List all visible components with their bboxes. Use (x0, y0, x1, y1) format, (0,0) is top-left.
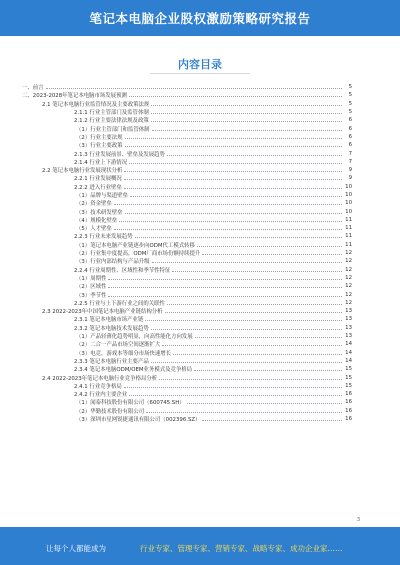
toc-entry-label: （1）行业主管部门和监管体制 (76, 126, 150, 133)
toc-entry-page: 9 (348, 167, 352, 174)
toc-entry-label: 2.2.2 进入行业壁垒 (74, 184, 122, 191)
toc-entry[interactable] (22, 108, 352, 116)
page-number: 3 (356, 517, 360, 523)
toc-leader-dots (194, 370, 342, 371)
toc-heading-divider (150, 73, 250, 74)
toc-entry-page: 16 (345, 407, 352, 414)
toc-entry[interactable] (22, 83, 352, 91)
toc-leader-dots (108, 279, 342, 280)
toc-entry-label: （1）笔记本电脑产业链逐步向ODM代工模式转移 (76, 242, 195, 249)
toc-entry-page: 15 (345, 374, 352, 381)
toc-entry-page: 13 (345, 316, 352, 323)
toc-entry-label: （2）区域性 (76, 284, 107, 291)
toc-entry-label: （1）品牌与渠道壁垒 (76, 193, 128, 199)
toc-entry[interactable] (22, 91, 352, 99)
toc-entry[interactable] (22, 241, 352, 249)
toc-entry-label: （2）资金壁垒 (76, 201, 112, 208)
toc-leader-dots (152, 130, 342, 131)
toc-entry[interactable] (22, 166, 352, 174)
toc-entry-label: （1）产品轻薄化趋势明显，向高性能化方向发展 (76, 334, 193, 341)
toc-entry[interactable] (22, 332, 352, 340)
toc-entry-label: 2.2.5 行业与上下游行业之间的关联性 (74, 300, 165, 307)
toc-entry-page: 11 (345, 216, 352, 223)
toc-entry[interactable] (22, 174, 352, 182)
toc-entry-page: 12 (345, 266, 352, 273)
toc-leader-dots (145, 320, 342, 321)
toc-entry-page: 12 (345, 274, 352, 281)
toc-entry-label: 2.1.4 行业上下游情况 (74, 159, 128, 166)
toc-entry[interactable] (22, 183, 352, 191)
toc-entry[interactable] (22, 100, 352, 108)
toc-leader-dots (124, 171, 342, 172)
toc-entry-page: 14 (345, 341, 352, 348)
toc-entry-page: 9 (348, 175, 352, 182)
toc-entry-page: 7 (348, 150, 352, 157)
toc-entry-page: 10 (345, 183, 352, 190)
toc-entry-page: 7 (348, 158, 352, 165)
toc-entry[interactable] (22, 290, 352, 298)
toc-entry[interactable] (22, 340, 352, 348)
toc-entry-page: 14 (345, 349, 352, 356)
toc-leader-dots (114, 229, 342, 230)
toc-entry[interactable] (22, 349, 352, 357)
toc-leader-dots (151, 121, 342, 122)
toc-entry[interactable] (22, 274, 352, 282)
toc-entry-page: 12 (345, 250, 352, 257)
toc-leader-dots (173, 354, 342, 355)
toc-leader-dots (167, 155, 342, 156)
toc-leader-dots (151, 362, 342, 363)
toc-entry[interactable] (22, 158, 352, 166)
toc-entry[interactable] (22, 407, 352, 415)
toc-entry-page: 16 (345, 416, 352, 423)
toc-entry-page: 15 (345, 366, 352, 373)
toc-entry[interactable] (22, 232, 352, 240)
toc-entry-label: （1）周期性 (76, 275, 107, 282)
toc-leader-dots (152, 262, 342, 263)
page-header (0, 0, 400, 36)
toc-entry-page: 16 (345, 399, 352, 406)
toc-leader-dots (187, 403, 342, 404)
toc-entry[interactable] (22, 266, 352, 274)
toc-entry-page: 10 (345, 192, 352, 198)
toc-leader-dots (202, 420, 342, 421)
toc-entry-label: （2）行业集中度提高，ODM厂商市场份额持续提升 (76, 251, 201, 258)
toc-leader-dots (125, 213, 342, 214)
toc-entry-label: （3）行业内部结构与产品升级 (76, 259, 150, 266)
toc-entry[interactable] (22, 216, 352, 224)
toc-entry-label: 2.3.1 笔记本电脑市场产业链 (74, 317, 144, 324)
toc-entry[interactable] (22, 141, 352, 149)
toc-entry[interactable] (22, 398, 352, 406)
toc-entry[interactable] (22, 390, 352, 398)
toc-entry-page: 15 (345, 382, 352, 389)
toc-entry-page: 5 (348, 100, 352, 107)
footer-slogan-left: 让每个人都能成为 (46, 544, 106, 553)
toc-leader-dots (124, 387, 342, 388)
toc-leader-dots (46, 88, 342, 89)
toc-leader-dots (114, 204, 342, 205)
toc-entry-page: 13 (345, 308, 352, 315)
toc-entry-label: （3）行业主要政策 (76, 143, 123, 150)
table-of-contents (22, 83, 352, 423)
toc-entry-label: 2.3.3 笔记本电脑行业主要产品 (74, 358, 149, 365)
toc-leader-dots (195, 337, 342, 338)
toc-entry[interactable] (22, 415, 352, 423)
toc-entry-page: 6 (348, 117, 352, 124)
toc-entry-page: 6 (348, 125, 352, 132)
toc-entry-label: 2.1.1 行业主管部门及监管体制 (74, 110, 149, 117)
toc-entry-page: 10 (345, 200, 352, 207)
toc-entry-label: 2.3 2022-2023年中国笔记本电脑产业链结构分析 (42, 309, 163, 316)
toc-entry-label: 2.4.1 行业竞争格局 (74, 383, 122, 390)
toc-leader-dots (167, 304, 342, 305)
toc-entry-page: 11 (345, 225, 352, 232)
toc-entry-label: （3）季节性 (76, 292, 107, 299)
report-title: 笔记本电脑企业股权激励策略研究报告 (89, 11, 311, 26)
toc-entry-page: 11 (345, 233, 352, 240)
toc-entry-label: （2）二合一产品市场空间逐渐扩大 (76, 342, 161, 349)
toc-leader-dots (151, 105, 342, 106)
toc-entry-label: 2.3.4 笔记本电脑ODM/OEM业务模式及竞争格局 (74, 367, 193, 374)
toc-entry-page: 14 (345, 357, 352, 364)
toc-leader-dots (129, 96, 342, 97)
toc-entry-page: 16 (345, 391, 352, 398)
toc-entry-page: 5 (348, 92, 352, 99)
toc-leader-dots (165, 312, 342, 313)
toc-entry-label: 2.4.2 行业内主要企业 (74, 392, 128, 399)
toc-leader-dots (135, 237, 342, 238)
toc-entry[interactable] (22, 207, 352, 215)
toc-entry-label: 2.1.2 行业主要法律法规及政策 (74, 118, 149, 125)
toc-entry[interactable] (22, 365, 352, 373)
toc-entry-label: 2.1.3 行业发展前景、壁垒及发展趋势 (74, 151, 165, 158)
toc-entry-label: （3）电竞、游戏本等细分市场快速增长 (76, 350, 172, 357)
toc-entry-label: 2.2 笔记本电脑行业发展现状分析 (42, 168, 123, 175)
toc-entry[interactable] (22, 299, 352, 307)
toc-entry-label: （3）深圳市星网锐捷通讯有限公司（002396.SZ） (76, 417, 201, 424)
toc-entry[interactable] (22, 224, 352, 232)
toc-leader-dots (108, 287, 342, 288)
toc-leader-dots (125, 138, 342, 139)
toc-entry-page: 6 (348, 142, 352, 149)
toc-leader-dots (130, 196, 342, 197)
toc-entry-label: 一、前言 (22, 85, 44, 92)
toc-entry[interactable] (22, 257, 352, 265)
toc-leader-dots (125, 146, 342, 147)
toc-entry-label: 2.2.1 行业发展概况 (74, 176, 122, 183)
toc-entry[interactable] (22, 373, 352, 381)
toc-entry-label: （5）人才壁垒 (76, 226, 112, 233)
toc-leader-dots (151, 113, 342, 114)
toc-entry[interactable] (22, 382, 352, 390)
toc-entry[interactable] (22, 133, 352, 141)
toc-leader-dots (146, 412, 342, 413)
toc-entry-page: 13 (345, 333, 352, 340)
toc-entry-page: 12 (345, 291, 352, 298)
toc-entry-label: 2.2.3 行业未来发展趋势 (74, 234, 133, 241)
toc-entry-label: 二、2023-2028年笔记本电脑市场发展预测 (22, 93, 127, 100)
toc-leader-dots (162, 345, 342, 346)
toc-entry[interactable] (22, 116, 352, 124)
toc-leader-dots (129, 163, 342, 164)
page-footer (0, 527, 400, 565)
toc-leader-dots (119, 221, 342, 222)
toc-entry[interactable] (22, 307, 352, 315)
toc-leader-dots (124, 188, 342, 189)
toc-entry[interactable] (22, 199, 352, 207)
toc-entry-label: 2.1 笔记本电脑行业监管情况及主要政策法规 (42, 101, 150, 108)
toc-entry-page: 12 (345, 299, 352, 306)
toc-entry[interactable] (22, 149, 352, 157)
toc-entry[interactable] (22, 282, 352, 290)
toc-entry-page: 11 (345, 241, 352, 248)
toc-leader-dots (151, 329, 342, 330)
toc-leader-dots (172, 271, 342, 272)
toc-leader-dots (129, 395, 342, 396)
toc-entry-page: 5 (348, 84, 352, 91)
toc-entry-page: 5 (348, 109, 352, 116)
toc-entry-label: 2.2.4 行业周期性、区域性和季节性特征 (74, 267, 171, 274)
toc-leader-dots (197, 246, 342, 247)
toc-entry-page: 6 (348, 133, 352, 140)
toc-entry-page: 12 (345, 283, 352, 290)
toc-entry[interactable] (22, 357, 352, 365)
toc-leader-dots (108, 296, 342, 297)
toc-entry[interactable] (22, 315, 352, 323)
toc-entry[interactable] (22, 191, 352, 199)
toc-entry-page: 12 (345, 258, 352, 265)
toc-entry-label: （2）华勤技术股份有限公司 (76, 408, 145, 415)
toc-entry-label: （3）技术研发壁垒 (76, 209, 123, 216)
toc-leader-dots (202, 254, 342, 255)
toc-entry[interactable] (22, 324, 352, 332)
toc-entry-label: （1）闻泰科技股份有限公司（600745.SH） (76, 400, 185, 407)
toc-entry-page: 13 (345, 324, 352, 331)
toc-entry-page: 10 (345, 208, 352, 215)
toc-leader-dots (124, 179, 342, 180)
toc-entry[interactable] (22, 124, 352, 132)
toc-entry-label: 2.4 2022-2023年笔记本电脑行业竞争格局分析 (42, 375, 158, 382)
toc-entry-label: （2）行业主要法规 (76, 134, 123, 141)
toc-leader-dots (159, 379, 342, 380)
footer-slogan-right: 行业专家、管理专家、营销专家、战略专家、成功企业家…… (140, 544, 343, 553)
toc-entry-label: 2.3.2 笔记本电脑技术发展趋势 (74, 325, 149, 332)
toc-entry-label: （4）规模化壁垒 (76, 217, 118, 224)
toc-entry[interactable] (22, 249, 352, 257)
toc-heading: 内容目录 (178, 58, 222, 71)
